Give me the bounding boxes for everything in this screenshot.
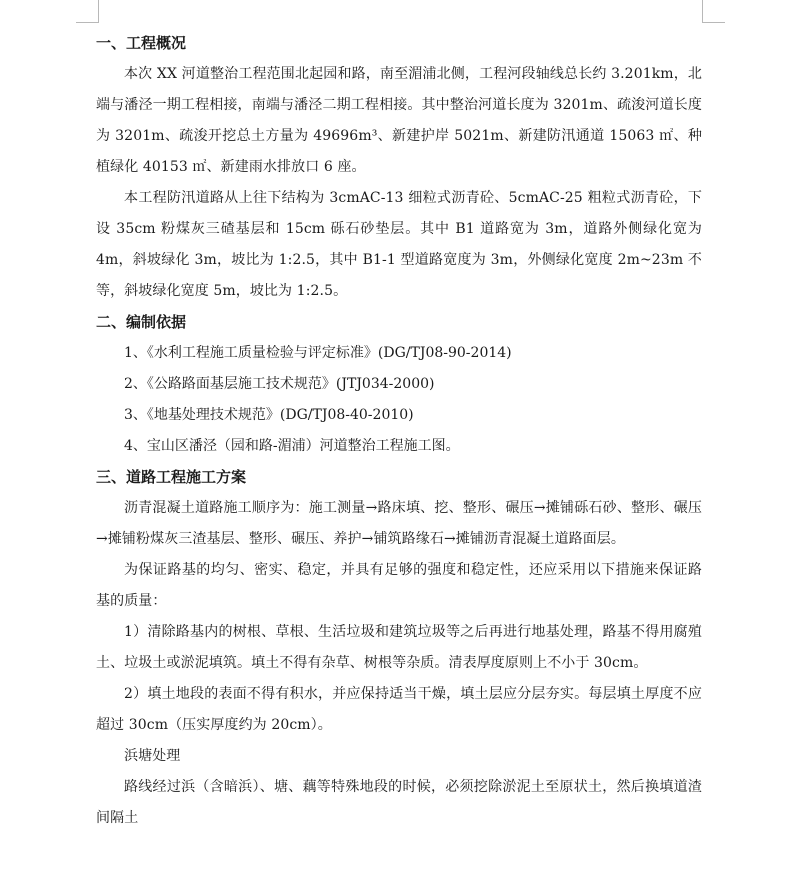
road-plan-paragraph-3: 1）清除路基内的树根、草根、生活垃圾和建筑垃圾等之后再进行地基处理，路基不得用腐殖土、垃圾土或淤泥填筑。填土不得有杂草、树根等杂质。清表厚度原则上不小于 30cm。 xyxy=(96,624,702,671)
basis-item-2: 2、《公路路面基层施工技术规范》(JTJ034-2000) xyxy=(124,376,435,392)
section-heading-basis: 二、编制依据 xyxy=(96,313,187,331)
corner-mark-top-left xyxy=(76,0,99,23)
basis-item-1: 1、《水利工程施工质量检验与评定标准》(DG/TJ08-90-2014) xyxy=(124,345,512,361)
overview-paragraph-2: 本工程防汛道路从上往下结构为 3cmAC-13 细粒式沥青砼、5cmAC-25 粗粒式沥青砼，下设 35cm 粉煤灰三碴基层和 15cm 砾石砂垫层。其中 B1 道路宽为 3m，道路外侧绿化宽为 4m，斜坡绿化 3m，坡比为 1:2.5，其中 B1-1 型道路宽度为 3m，外侧绿化宽度 2m~23m 不等，斜坡绿化宽度 5m，坡比为 1:2.5。 xyxy=(96,190,702,299)
road-plan-paragraph-1: 沥青混凝土道路施工顺序为：施工测量→路床填、挖、整形、碾压→摊铺砾石砂、整形、碾压→摊铺粉煤灰三渣基层、整形、碾压、养护→铺筑路缘石→摊铺沥青混凝土道路面层。 xyxy=(96,500,702,547)
road-plan-paragraph-2: 为保证路基的均匀、密实、稳定，并具有足够的强度和稳定性，还应采用以下措施来保证路基的质量： xyxy=(96,562,702,609)
corner-mark-top-right xyxy=(702,0,725,23)
road-plan-paragraph-6: 路线经过浜（含暗浜）、塘、藕等特殊地段的时候，必须挖除淤泥土至原状土，然后换填道渣间隔土 xyxy=(96,779,702,826)
section-heading-overview: 一、工程概况 xyxy=(96,34,187,52)
document-body xyxy=(96,28,702,834)
road-plan-paragraph-4: 2）填土地段的表面不得有积水，并应保持适当干燥，填土层应分层夯实。每层填土厚度不应超过 30cm（压实厚度约为 20cm）。 xyxy=(96,686,702,733)
road-plan-paragraph-5: 浜塘处理 xyxy=(124,748,181,764)
section-heading-road-plan: 三、道路工程施工方案 xyxy=(96,468,247,486)
basis-item-3: 3、《地基处理技术规范》(DG/TJ08-40-2010) xyxy=(124,407,414,423)
overview-paragraph-1: 本次 XX 河道整治工程范围北起园和路，南至湄浦北侧，工程河段轴线总长约 3.201km，北端与潘泾一期工程相接，南端与潘泾二期工程相接。其中整治河道长度为 3201m、疏浚河道长度为 3201m、疏浚开挖总土方量为 49696m³、新建护岸 5021m、新建防汛通道 15063 ㎡、种植绿化 40153 ㎡、新建雨水排放口 6 座。 xyxy=(96,66,702,175)
basis-item-4: 4、宝山区潘泾（园和路-湄浦）河道整治工程施工图。 xyxy=(124,438,460,454)
